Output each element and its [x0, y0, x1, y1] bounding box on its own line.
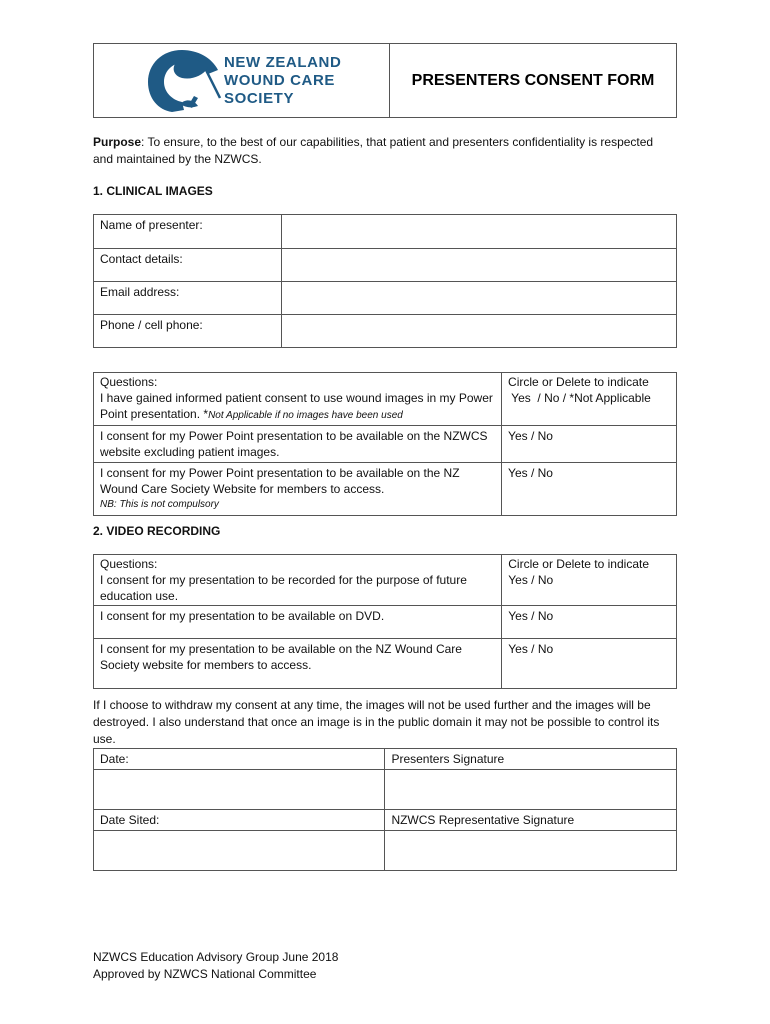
field-label-name: Name of presenter:: [94, 215, 282, 249]
date-label: Date:: [94, 749, 385, 770]
page-footer: [93, 949, 338, 983]
phone-field[interactable]: [281, 315, 676, 348]
presenter-signature-field[interactable]: [385, 770, 677, 810]
date-sited-field[interactable]: [94, 831, 385, 871]
video-q1-answer[interactable]: Yes / No: [508, 573, 554, 587]
purpose-label: Purpose: [93, 135, 142, 149]
table-row: [94, 749, 677, 770]
questions-header: Questions:: [100, 375, 158, 389]
withdraw-consent-paragraph: If I choose to withdraw my consent at any time, the images will not be used further and the images will be destroyed. I also understand that once an image is in the public domain it may not be possible to control its use.: [93, 698, 660, 746]
field-label-contact: Contact details:: [94, 249, 282, 282]
contact-details-field[interactable]: [281, 249, 676, 282]
clinical-q1-note: Not Applicable if no images have been used: [208, 410, 403, 421]
email-address-field[interactable]: [281, 282, 676, 315]
kiwi-logo-icon: [142, 46, 222, 116]
table-row: [94, 639, 677, 689]
clinical-q1-answer[interactable]: Yes / No / *Not Applicable: [508, 391, 651, 405]
table-row: [94, 373, 677, 426]
indicate-header: Circle or Delete to indicate: [508, 557, 649, 571]
clinical-q1-cell: [94, 373, 502, 426]
nzwcs-logo: [142, 46, 342, 116]
table-row: [94, 831, 677, 871]
clinical-q1-statement: I have gained informed patient consent to use wound images in my Power Point presentation. *: [100, 391, 493, 421]
video-q2-answer[interactable]: Yes / No: [502, 606, 677, 639]
table-row: [94, 249, 677, 282]
purpose-text: : To ensure, to the best of our capabilities, that patient and presenters confidentiality is respected and maintained by the NZWCS.: [93, 135, 654, 166]
clinical-images-questions-table: [93, 372, 677, 516]
video-q3-answer[interactable]: Yes / No: [502, 639, 677, 689]
form-header: [93, 43, 677, 118]
footer-line-1: NZWCS Education Advisory Group June 2018: [93, 950, 339, 964]
table-row: [94, 810, 677, 831]
footer-line-2: Approved by NZWCS National Committee: [93, 967, 317, 981]
page-title: PRESENTERS CONSENT FORM: [411, 71, 655, 89]
logo-line-1: NEW ZEALAND: [224, 54, 342, 71]
section-clinical-images-title: 1. CLINICAL IMAGES: [93, 184, 213, 198]
rep-signature-field[interactable]: [385, 831, 677, 871]
table-row: [94, 606, 677, 639]
video-q2-text: I consent for my presentation to be available on DVD.: [94, 606, 502, 639]
clinical-q1-answer-cell: [502, 373, 677, 426]
video-q1-cell: [94, 555, 502, 606]
rep-signature-label: NZWCS Representative Signature: [385, 810, 677, 831]
video-q3-text: I consent for my presentation to be available on the NZ Wound Care Society website for members to access.: [94, 639, 502, 689]
table-row: [94, 426, 677, 463]
clinical-q3-answer[interactable]: Yes / No: [502, 463, 677, 516]
presenter-name-field[interactable]: [281, 215, 676, 249]
presenter-details-table: [93, 214, 677, 348]
clinical-q3-text: I consent for my Power Point presentation to be available on the NZ Wound Care Society Website for members to access.: [100, 466, 460, 496]
section-video-recording-title: 2. VIDEO RECORDING: [93, 524, 221, 538]
video-q1-text: I consent for my presentation to be recorded for the purpose of future education use.: [100, 573, 467, 603]
clinical-q2-answer[interactable]: Yes / No: [502, 426, 677, 463]
video-recording-questions-table: [93, 554, 677, 689]
questions-header: Questions:: [100, 557, 158, 571]
date-sited-label: Date Sited:: [94, 810, 385, 831]
table-row: [94, 315, 677, 348]
field-label-email: Email address:: [94, 282, 282, 315]
table-row: [94, 463, 677, 516]
date-field[interactable]: [94, 770, 385, 810]
purpose-paragraph: [93, 134, 673, 168]
presenter-signature-label: Presenters Signature: [385, 749, 677, 770]
logo-line-2: WOUND CARE: [224, 72, 335, 89]
indicate-header: Circle or Delete to indicate: [508, 375, 649, 389]
clinical-q3-note: NB: This is not compulsory: [100, 499, 219, 510]
clinical-q3-cell: [94, 463, 502, 516]
table-row: [94, 770, 677, 810]
video-q1-answer-cell: [502, 555, 677, 606]
field-label-phone: Phone / cell phone:: [94, 315, 282, 348]
clinical-q2-text: I consent for my Power Point presentation to be available on the NZWCS website excluding patient images.: [94, 426, 502, 463]
signatures-table: [93, 748, 677, 871]
table-row: [94, 555, 677, 606]
clinical-q1-text: [100, 390, 495, 424]
table-row: [94, 215, 677, 249]
logo-wordmark: [224, 54, 341, 108]
logo-line-3: SOCIETY: [224, 90, 295, 107]
table-row: [94, 282, 677, 315]
